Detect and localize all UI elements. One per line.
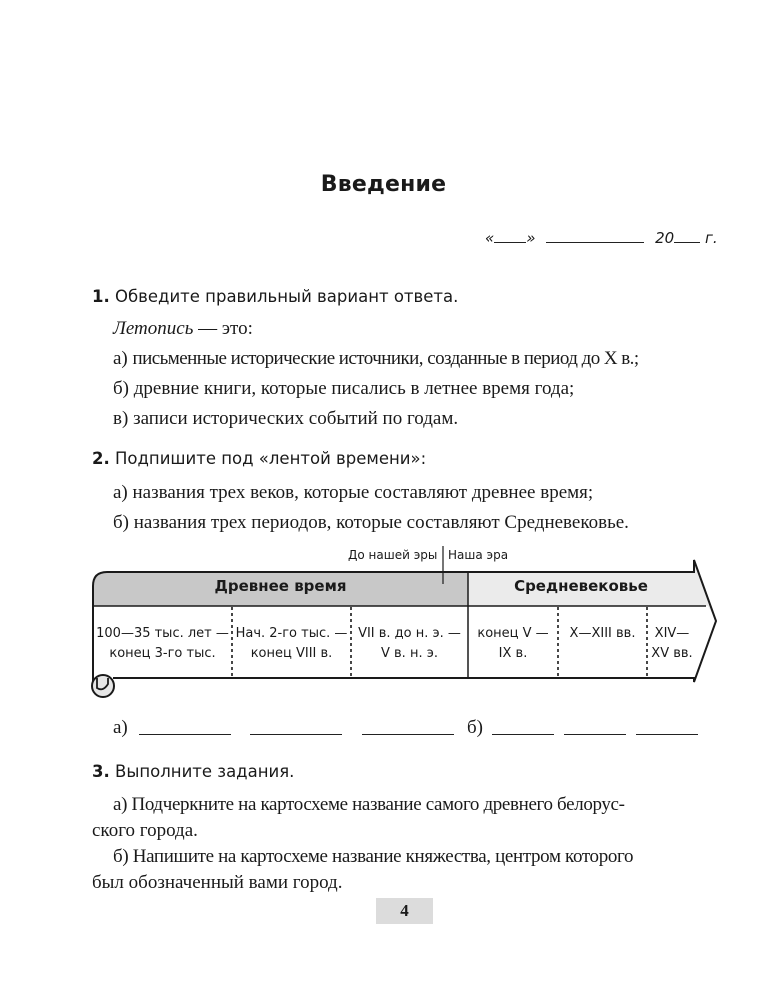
period-cell: [93, 624, 232, 664]
answer-b-label: б): [467, 717, 483, 738]
band-medieval-title: Средневековье: [514, 577, 648, 595]
task3-number: 3.: [92, 762, 110, 781]
era-after-label: Наша эра: [448, 548, 509, 562]
option-letter: а): [113, 348, 128, 369]
task3-instruction: Выполните задания.: [115, 762, 295, 781]
era-before-label: До нашей эры: [348, 548, 438, 562]
option-text: древние книги, которые писались в летнее время года;: [133, 378, 575, 399]
period-line1: конец V —: [477, 626, 549, 641]
answer-b3-blank[interactable]: [636, 720, 698, 735]
period-line1: Нач. 2-го тыс. —: [235, 626, 348, 641]
year-prefix: 20: [655, 229, 675, 247]
item-text: названия трех веков, которые составляют древнее время;: [132, 482, 594, 503]
task3-item-a-line1: а) Подчеркните на картосхеме название самого древнего белорус-: [113, 794, 625, 815]
answer-a-label: а): [113, 717, 128, 738]
period-line2: IX в.: [498, 646, 528, 661]
task1-term: Летопись: [113, 318, 194, 339]
answer-a2-blank[interactable]: [250, 720, 342, 735]
period-line1: 100—35 тыс. лет —: [96, 626, 229, 641]
item-letter: б): [113, 512, 129, 533]
option-text: письменные исторические источники, созданные в период до X в.;: [132, 348, 639, 369]
period-cell: [232, 624, 351, 664]
task1-term-rest: — это:: [193, 318, 253, 339]
scroll-curl-icon: [92, 675, 114, 697]
date-open-quote: «: [485, 229, 495, 247]
answer-b2-blank[interactable]: [564, 720, 626, 735]
task3-item-a-line2: ского города.: [92, 820, 198, 841]
option-text: записи исторических событий по годам.: [133, 408, 459, 429]
answer-a3-blank[interactable]: [362, 720, 454, 735]
period-line1: XIV—: [654, 626, 690, 641]
task3-item-b-line2: был обозначенный вами город.: [92, 872, 343, 893]
task2-instruction: Подпишите под «лентой времени»:: [115, 449, 427, 468]
answer-b1-blank[interactable]: [492, 720, 554, 735]
year-suffix: г.: [704, 229, 718, 247]
period-line2: конец VIII в.: [250, 646, 333, 661]
task2-number: 2.: [92, 449, 110, 468]
option-letter: б): [113, 378, 129, 399]
period-cell: [647, 624, 697, 664]
period-line1: VII в. до н. э. —: [358, 626, 461, 641]
period-line1: X—XIII вв.: [569, 626, 636, 641]
task3-heading: [92, 762, 294, 781]
task1-number: 1.: [92, 287, 110, 306]
period-line2: XV вв.: [651, 646, 693, 661]
period-cell: [351, 624, 468, 664]
item-letter: а): [113, 482, 128, 503]
task3-item-b-line1: б) Напишите на картосхеме название княжества, центром которого: [113, 846, 634, 867]
item-text: названия трех периодов, которые составляют Средневековье.: [133, 512, 629, 533]
page-title: Введение: [320, 172, 447, 197]
page-number: 4: [376, 898, 433, 924]
period-line2: конец 3-го тыс.: [109, 646, 216, 661]
date-close-quote: »: [526, 229, 536, 247]
period-cell: [468, 624, 558, 664]
band-ancient-title: Древнее время: [214, 577, 347, 595]
option-letter: в): [113, 408, 129, 429]
period-line2: V в. н. э.: [381, 646, 438, 661]
answer-a1-blank[interactable]: [139, 720, 231, 735]
task1-instruction: Обведите правильный вариант ответа.: [115, 287, 459, 306]
period-cell: [558, 624, 647, 644]
